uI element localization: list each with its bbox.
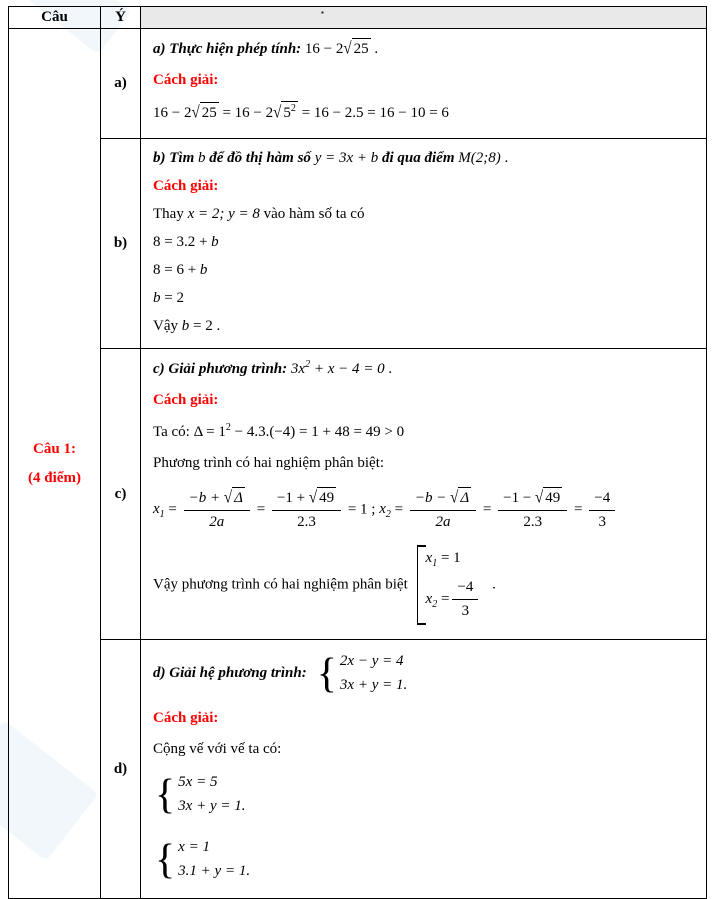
system-equation-2: 3.1 + y = 1. — [178, 863, 251, 879]
sqrt-expression — [450, 490, 471, 506]
sqrt-icon: √ — [308, 488, 318, 507]
system-equations — [178, 837, 250, 882]
problem-b-title-line — [153, 148, 696, 169]
radicand-base: 5 — [283, 105, 291, 121]
header-row — [9, 7, 707, 29]
sqrt-icon: √ — [273, 103, 282, 122]
text: Ta có: — [153, 424, 190, 440]
header-label-y: Ý — [115, 9, 126, 25]
math-fragment: Δ = 1 — [193, 424, 226, 440]
math-variable: x — [153, 501, 160, 518]
denominator: 2.3 — [523, 514, 543, 530]
numerator: −4 — [452, 577, 478, 600]
math-variable: b — [181, 318, 190, 334]
math-variable: b — [199, 262, 208, 278]
math-fragment: 16 − 2 — [304, 41, 344, 57]
sqrt-expression — [224, 490, 245, 506]
math-variable: x — [425, 550, 433, 566]
discriminant-line — [153, 421, 696, 443]
math-equation: y = 3x + b — [314, 150, 379, 166]
fraction — [498, 487, 567, 533]
text: Phương trình có hai nghiệm phân biệt: — [153, 455, 385, 471]
denominator: 2a — [209, 514, 225, 530]
problem-d-title: d) Giải hệ phương trình: — [153, 665, 307, 681]
superscript: 2 — [290, 103, 296, 114]
brace-icon: { — [316, 650, 337, 697]
math-fragment: 8 = 6 + — [153, 262, 197, 278]
header-cell-content — [141, 7, 707, 29]
part-b-cell — [101, 139, 141, 349]
equals-sign: = — [256, 501, 266, 518]
equals-sign: = — [482, 501, 492, 518]
denominator: 3 — [598, 513, 606, 530]
radicand: 49 — [317, 487, 336, 509]
subscript: 1 — [432, 558, 438, 569]
numerator: −4 — [589, 488, 615, 511]
fraction — [589, 488, 615, 533]
equals-sign: = — [394, 501, 404, 518]
part-a-cell — [101, 29, 141, 139]
system-equation-2: 3x + y = 1. — [178, 798, 246, 814]
math-fragment: = 16 − 2 — [222, 105, 274, 121]
math-fragment: 16 − 2 — [153, 105, 192, 121]
superscript: 2 — [305, 359, 311, 370]
part-d-cell — [101, 640, 141, 899]
part-d-label: d) — [113, 760, 128, 777]
part-c-label: c) — [114, 485, 127, 502]
sqrt-expression — [535, 490, 562, 506]
math-fragment: = 1 ; — [347, 501, 376, 518]
content-d-cell — [141, 640, 707, 899]
math-fragment: −b − — [414, 490, 447, 506]
subscript: 1 — [159, 509, 165, 521]
row-part-b — [9, 139, 707, 349]
header-cell-cau — [9, 7, 101, 29]
text: Vậy phương trình có hai nghiệm phân biệt — [153, 576, 408, 593]
math-fragment: 3x — [290, 361, 306, 377]
numerator — [410, 487, 476, 511]
equals-sign: = — [574, 501, 583, 518]
equation-system — [317, 651, 407, 696]
math-equation — [194, 424, 405, 440]
math-point: M(2;8) — [458, 150, 501, 166]
denominator: 2.3 — [297, 514, 316, 530]
fraction — [184, 487, 250, 533]
system-equations — [340, 651, 407, 696]
solution-bracket — [417, 545, 484, 625]
sqrt-expression — [343, 41, 370, 57]
math-fragment: −1 + — [276, 490, 306, 506]
system-result-line — [153, 835, 696, 884]
problem-b-title: để đồ thị hàm số — [209, 150, 311, 166]
problem-d-title-line — [153, 649, 696, 698]
problem-a-title: a) Thực hiện phép tính: — [153, 41, 302, 57]
math-fragment: = 2 — [164, 290, 184, 306]
solution-label-line — [153, 708, 696, 729]
answer-key-table — [8, 6, 707, 899]
equals-sign: = — [168, 501, 177, 518]
text: Vậy — [153, 318, 178, 334]
numerator — [184, 487, 250, 511]
solution-label-line — [153, 176, 696, 197]
math-fragment: + x − 4 = 0 — [310, 361, 385, 377]
sqrt-icon: √ — [191, 103, 200, 122]
content-c-cell — [141, 349, 707, 640]
radicand — [281, 101, 298, 124]
equals-sign: = — [440, 590, 450, 607]
math-equation — [291, 361, 385, 377]
row-part-a — [9, 29, 707, 139]
denominator: 2a — [435, 514, 451, 530]
sqrt-expression — [273, 105, 298, 121]
math-fragment: −1 − — [503, 490, 532, 506]
solution-label-line — [153, 390, 696, 411]
math-variable-x2 — [379, 501, 391, 521]
calculation-line — [153, 101, 696, 124]
period: . — [374, 41, 379, 57]
part-c-cell — [101, 349, 141, 640]
solution-1 — [426, 548, 482, 571]
math-fragment: = 16 − 2.5 = 16 − 10 = 6 — [301, 105, 449, 121]
part-a-label: a) — [114, 75, 127, 91]
question-points: (4 điểm) — [28, 469, 81, 486]
problem-c-title: c) Giải phương trình: — [153, 361, 288, 377]
part-b-label: b) — [113, 235, 128, 251]
math-variable: b — [211, 234, 219, 250]
math-fragment: x = 2; y = 8 — [187, 206, 260, 222]
system-equation-2: 3x + y = 1. — [339, 677, 408, 693]
sqrt-icon: √ — [450, 488, 459, 507]
header-label-cau: Câu — [41, 9, 68, 25]
math-variable: b — [198, 150, 206, 166]
math-fragment: −b + — [188, 490, 221, 506]
radicand: 49 — [543, 487, 562, 509]
system-equation-1: x = 1 — [178, 839, 210, 855]
math-fragment: − 4.3.(−4) = 1 + 48 = 49 > 0 — [230, 424, 405, 440]
text: vào hàm số ta có — [263, 206, 365, 222]
roots-computation-line — [153, 487, 696, 533]
solution-label: Cách giải: — [153, 72, 219, 88]
conclusion-line — [153, 316, 696, 337]
row-part-c — [9, 349, 707, 640]
sqrt-icon: √ — [223, 488, 233, 507]
problem-b-title: b) Tìm — [153, 150, 195, 166]
math-variable: x — [379, 501, 386, 518]
equation-line — [153, 288, 696, 309]
system-equation-1: 5x = 5 — [178, 774, 218, 790]
math-variable: x — [425, 590, 433, 607]
content-b-cell — [141, 139, 707, 349]
solution-label: Cách giải: — [153, 710, 219, 726]
math-fragment: = 1 — [440, 550, 461, 566]
fraction — [452, 577, 478, 622]
note-line — [153, 739, 696, 760]
math-fragment: = 2 . — [193, 318, 221, 334]
problem-b-title: đi qua điểm — [382, 150, 455, 166]
system-equations — [178, 772, 245, 817]
question-number: Câu 1: — [33, 441, 76, 457]
row-part-d — [9, 640, 707, 899]
denominator: 3 — [461, 603, 470, 619]
sqrt-icon: √ — [343, 39, 352, 58]
system-equation-1: 2x − y = 4 — [339, 653, 404, 669]
fraction — [410, 487, 476, 533]
fraction — [272, 487, 341, 533]
conclusion-line — [153, 545, 696, 625]
solution-label: Cách giải: — [153, 178, 219, 194]
subscript: 2 — [432, 598, 438, 610]
radicand: 25 — [352, 38, 371, 60]
solution-label-line — [153, 70, 696, 91]
substitution-line — [153, 204, 696, 225]
period: . — [388, 361, 393, 377]
note-line — [153, 453, 696, 474]
header-cell-y — [101, 7, 141, 29]
brace-icon: { — [155, 836, 176, 883]
sqrt-icon: √ — [535, 488, 544, 507]
subscript: 2 — [385, 509, 391, 521]
period: . — [504, 150, 509, 166]
text: Cộng vế với vế ta có: — [153, 741, 282, 757]
artifact-icon: ▪ — [321, 8, 324, 17]
text: Thay — [153, 206, 184, 222]
equation-system — [155, 837, 250, 882]
radicand: Δ — [458, 487, 471, 509]
radicand: Δ — [232, 487, 245, 509]
system-step-line — [153, 770, 696, 819]
brace-icon: { — [155, 771, 176, 818]
equation-system — [155, 772, 245, 817]
question-label-cell — [9, 29, 101, 899]
solution-2 — [426, 577, 482, 622]
numerator — [272, 487, 341, 511]
problem-c-title-line — [153, 358, 696, 380]
math-variable: b — [153, 290, 161, 306]
math-fragment: 8 = 3.2 + — [153, 234, 208, 250]
equation-line — [153, 260, 696, 281]
sqrt-expression — [309, 490, 336, 506]
numerator — [498, 487, 567, 511]
sqrt-expression — [191, 105, 218, 121]
math-variable-x1 — [153, 501, 165, 521]
period: . — [492, 576, 496, 593]
solution-label: Cách giải: — [153, 392, 219, 408]
equation-line — [153, 232, 696, 253]
content-a-cell — [141, 29, 707, 139]
problem-a-title-line — [153, 38, 696, 60]
radicand: 25 — [200, 102, 219, 124]
superscript: 2 — [225, 422, 231, 433]
